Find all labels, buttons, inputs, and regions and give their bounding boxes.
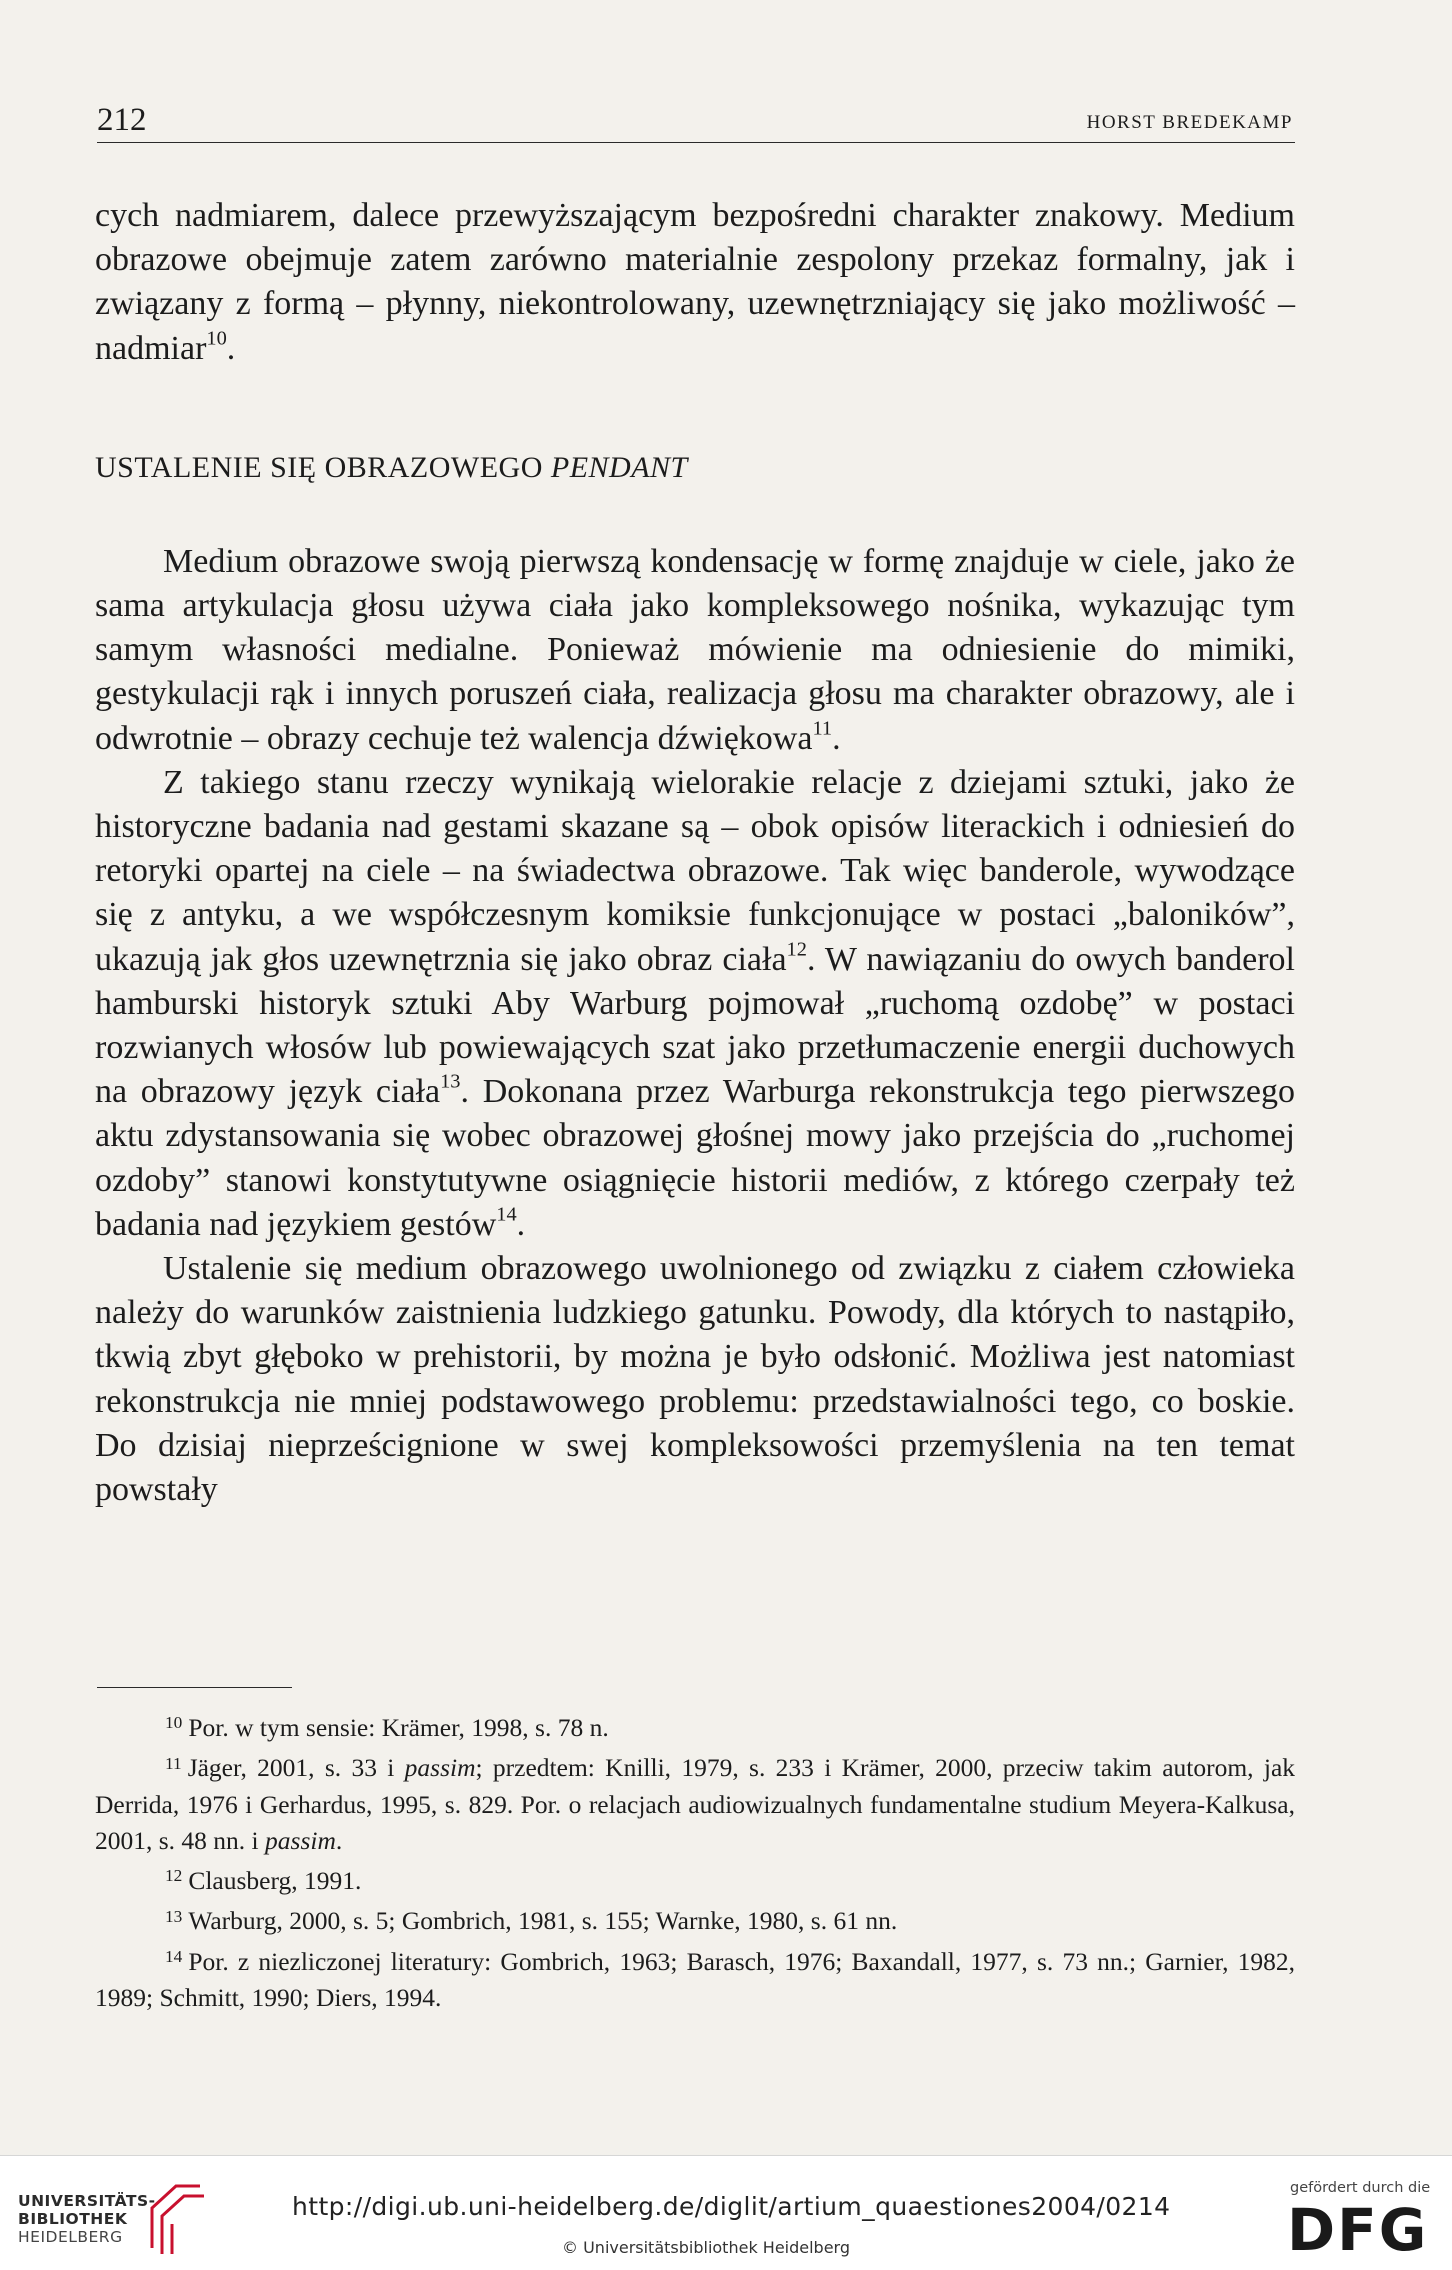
footnote-italic: passim [404,1753,476,1783]
paragraph [95,540,1295,761]
page-number: 212 [97,102,147,138]
dfg-logo: DFG [1287,2196,1429,2264]
footnote-ref: 13 [440,1070,461,1093]
paragraph-text: cych nadmiarem, dalece przewyższającym bezpośredni charakter znakowy. Medium obrazowe obejmuje zatem zarówno materialnie zespolony przekaz formalny, jak i związany z formą – płynny, niekontrolowany, uzewnętrzniający się jako możliwość – nadmiar [95,197,1295,367]
source-url-link[interactable]: http://digi.ub.uni-heidelberg.de/diglit/artium_quaestiones2004/0214 [292,2192,1171,2221]
footnote-ref: 12 [786,938,807,961]
library-logo-icon [146,2178,206,2256]
footnote-text: Por. z niezliczonej literatury: Gombrich, 1963; Barasch, 1976; Baxandall, 1977, s. 73 nn.; Garnier, 1982, 1989; Schmitt, 1990; Diers, 1994. [95,1946,1295,2013]
paragraph-text: Ustalenie się medium obrazowego uwolnionego od związku z ciałem człowieka należy do warunków zaistnienia ludzkiego gatunku. Powody, dla których to nastąpiło, tkwią zbyt głęboko w prehistorii, by można je było odsłonić. Możliwa jest natomiast rekonstrukcja nie mniej podstawowego problemu: przedstawialności tego, co boskie. Do dzisiaj nieprześcignione w swej kompleksowości przemyślenia na ten temat powstały [95,1250,1295,1509]
running-head: HORST BREDEKAMP [1086,112,1293,133]
footnote-ref: 14 [496,1203,517,1226]
footnote-number: 10 [165,1713,183,1733]
paragraph-text: . W nawiązaniu do owych banderol hamburski historyk sztuki Aby Warburg pojmował „ruchomą ozdobę” w postaci rozwianych włosów lub powiewających szat jako przetłumaczenie energii duchowych na obrazowy język ciała [95,940,1295,1111]
footnote-text: Por. w tym sensie: Krämer, 1998, s. 78 n. [188,1713,609,1742]
paragraph-text: . [832,719,841,757]
footnote-text: Jäger, 2001, s. 33 i [187,1753,405,1783]
paragraph-text: . [516,1205,526,1243]
library-name-line: BIBLIOTHEK [18,2210,128,2228]
footnote-text: Warburg, 2000, s. 5; Gombrich, 1981, s. 155; Warnke, 1980, s. 61 nn. [188,1906,898,1936]
footnote-number: 12 [165,1866,183,1886]
library-name-line: UNIVERSITÄTS- [18,2192,156,2210]
paragraph-text: . Dokonana przez Warburga rekonstrukcja tego pierwszego aktu zdystansowania się wobec obrazowej głośnej mowy jako przejścia do „ruchomej ozdoby” stanowi konstytutywne osiągnięcie historii mediów, z którego czerpały też badania nad językiem gestów [95,1073,1295,1243]
library-name [18,2192,156,2246]
footnote-divider [97,1687,292,1688]
footnote [95,1710,1295,1746]
footnote [95,1863,1295,1899]
footnote-text: . [335,1825,343,1855]
footnote [95,1750,1295,1859]
body-text [95,194,1295,1512]
footnote-italic: passim [265,1825,336,1855]
section-heading-italic: PENDANT [550,450,688,484]
footnote-number: 14 [165,1946,183,1966]
footnote-text: Clausberg, 1991. [188,1866,362,1896]
page-header [97,100,1295,143]
footnote [95,1944,1295,2017]
paragraph [95,194,1295,371]
footnotes [95,1710,1295,2020]
footnote [95,1903,1295,1939]
footnote-ref: 10 [206,327,227,350]
section-heading-text: USTALENIE SIĘ OBRAZOWEGO [95,450,551,484]
footnote-text: ; przedtem: Knilli, 1979, s. 233 i Krämer, 2000, przeciw takim autorom, jak Derrida, 1976 i Gerhardus, 1995, s. 829. Por. o relacjach audiowizualnych fundamentalne studium Meyera-Kalkusa, 2001, s. 48 nn. i [95,1753,1296,1855]
library-name-line: HEIDELBERG [18,2228,123,2246]
paragraph-text: . [226,329,236,367]
paragraph [95,761,1295,1247]
copyright-notice: © Universitätsbibliothek Heidelberg [562,2238,851,2257]
paragraph-text: Z takiego stanu rzeczy wynikają wielorakie relacje z dziejami sztuki, jako że historyczne badania nad gestami skazane są – obok opisów literackich i odniesień do retoryki opartej na ciele – na świadectwa obrazowe. Tak więc banderole, wywodzące się z antyku, a we współczesnym komiksie funkcjonujące w postaci „baloników”, ukazują jak głos uzewnętrznia się jako obraz ciała [95,763,1295,978]
paragraph-text: Medium obrazowe swoją pierwszą kondensację w formę znajduje w ciele, jako że sama artykulacja głosu używa ciała jako kompleksowego nośnika, wykazując tym samym własności medialne. Ponieważ mówienie ma odniesienie do mimiki, gestykulacji rąk i innych poruszeń ciała, realizacja głosu ma charakter obrazowy, ale i odwrotnie – obrazy cechuje też walencja dźwiękowa [95,542,1295,757]
footnote-ref: 11 [812,717,833,740]
section-heading [95,446,1295,490]
digitization-footer [0,2155,1452,2270]
dfg-caption: gefördert durch die [1290,2180,1431,2196]
footnote-number: 11 [165,1753,182,1773]
footnote-number: 13 [165,1906,183,1926]
paragraph [95,1247,1295,1512]
